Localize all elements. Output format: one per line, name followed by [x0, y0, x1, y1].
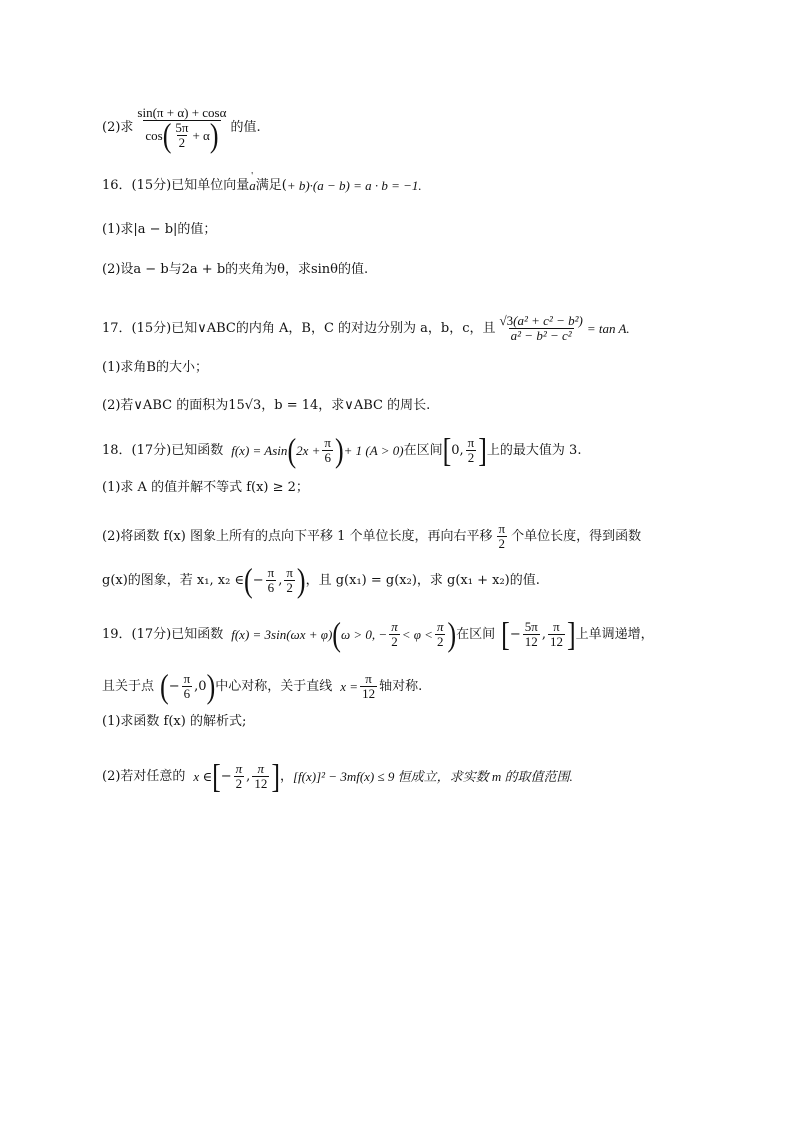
problem-16-q1: (1)求|a − b|的值； — [102, 222, 217, 237]
problem-18-statement: 18．(17分)已知函数 f(x) = Asin ( 2x + $\frac{\pi}{6}$ ) + 1 (A > 0) 在区间 [ 0, $\frac{\pi}{2}$ ] 上的最大值为 3. — [102, 431, 582, 469]
problem-19-statement: 19．(17分)已知函数 f(x) = 3sin(ωx + φ) ( ω > 0, − $\frac{\pi}{2}$ < φ < $\frac{\pi}{2}$ ) 在区间 [ − $\frac{5\pi}{12}$ , $\frac{\pi}{12}$ ] 上单调递增， — [102, 615, 654, 653]
problem-18-q1: (1)求 A 的值并解不等式 f(x) ≥ 2； — [102, 480, 309, 495]
problem-18-q2-line2: g(x)的图象，若 x₁, x₂ ∈ ( − $\frac{\pi}{6}$ , $\frac{\pi}{2}$ ) ，且 g(x₁) = g(x₂)，求 g(x₁ + x₂)的值. — [102, 561, 540, 599]
p17-fraction: $\frac{\text{√3(a² + c² − b²)}}{\text{a² − b² − c²}}$ — [499, 313, 583, 343]
problem-16-statement: 16．(15分)已知单位向量 ' a 满足( + b)·(a − b) = a · b = −1. — [102, 178, 422, 194]
problem-15-part-2 — [102, 105, 261, 154]
problem-19-q1: (1)求函数 f(x) 的解析式; — [102, 714, 247, 729]
problem-17-statement: 17．(15分)已知∨ABC的内角 A，B，C 的对边分别为 a，b，c，且 $\frac{\text{√3(a² + c² − b²)}}{\text{a² − b² − c²}}$ = tan A. — [102, 313, 630, 343]
p15-denominator: cos ( $\frac{5\pi}{2}$ + α ) — [145, 116, 219, 154]
problem-18-q2-line1: (2)将函数 f(x) 图象上所有的点向下平移 1 个单位长度，再向右平移 $\frac{\pi}{2}$ 个单位长度，得到函数 — [102, 521, 642, 551]
p15-suffix: 的值. — [230, 120, 261, 135]
vector-a: ' a — [249, 178, 256, 194]
problem-19-line2: 且关于点 ( − $\frac{\pi}{6}$ ,0 ) 中心对称，关于直线 x = $\frac{\pi}{12}$ 轴对称. — [102, 667, 423, 705]
p15-prefix: (2)求 — [102, 120, 134, 135]
p15-numerator: sin(π + α) + cosα — [137, 105, 227, 120]
problem-19-q2: (2)若对任意的 x ∈ [ − $\frac{\pi}{2}$ , $\frac{\pi}{12}$ ] ， [f(x)]² − 3mf(x) ≤ 9 恒成立，求实数 m 的取值范围. — [102, 757, 573, 795]
problem-16-q2: (2)设a − b与2a + b的夹角为θ，求sinθ的值. — [102, 262, 369, 277]
problem-17-q1: (1)求角B的大小； — [102, 360, 208, 375]
p15-fraction — [135, 105, 228, 154]
problem-17-q2: (2)若∨ABC 的面积为15√3，b = 14，求∨ABC 的周长. — [102, 398, 431, 413]
